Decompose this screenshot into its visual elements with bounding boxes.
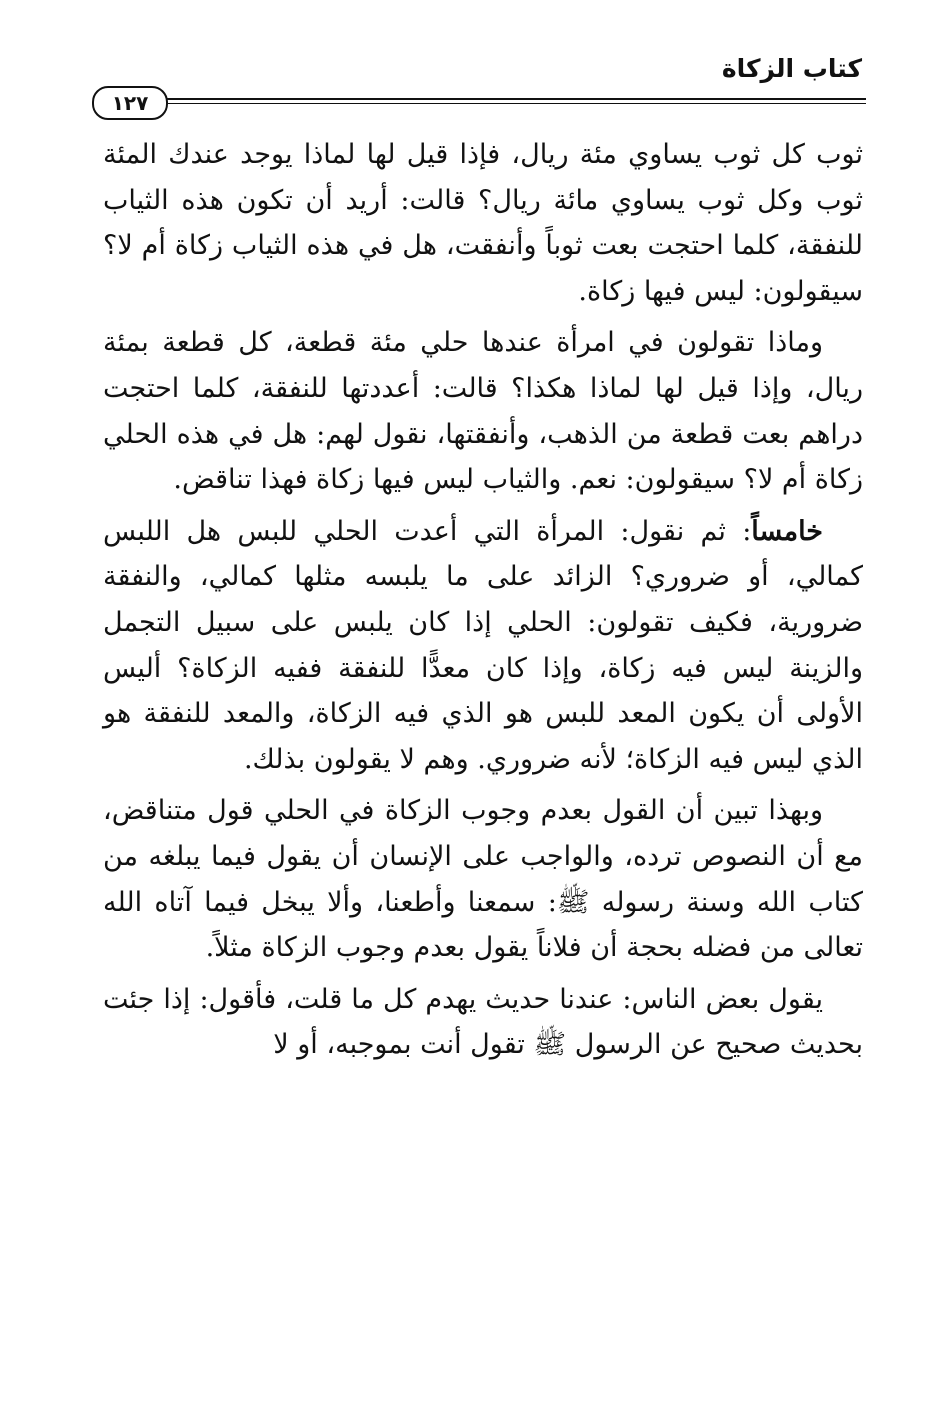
header-rule xyxy=(148,98,866,100)
paragraph-1: ثوب كل ثوب يساوي مئة ريال، فإذا قيل لها لماذا يوجد عندك المئة ثوب وكل ثوب يساوي مائة ريال؟ قالت: أريد أن تكون هذه الثياب للنفقة، كلما احتجت بعت ثوباً وأنفقت، هل في هذه الثياب زكاة أم لا؟ سيقولون: ليس فيها زكاة. xyxy=(103,139,863,307)
header-rule-thin xyxy=(148,103,866,104)
page-header xyxy=(88,40,866,120)
paragraph-5: يقول بعض الناس: عندنا حديث يهدم كل ما قلت، فأقول: إذا جئت بحديث صحيح عن الرسول ﷺ تقول أنت بموجبه، أو لا xyxy=(103,983,863,1061)
running-title: كتاب الزكاة xyxy=(721,54,862,83)
paragraph-3 xyxy=(103,509,863,783)
page-number: ١٢٧ xyxy=(92,86,168,120)
body-text xyxy=(103,132,863,1068)
paragraph-4: وبهذا تبين أن القول بعدم وجوب الزكاة في الحلي قول متناقض، مع أن النصوص ترده، والواجب على الإنسان أن يقول فيما يبلغه من كتاب الله وسنة رسوله ﷺ: سمعنا وأطعنا، وألا يبخل فيما آتاه الله تعالى من فضله بحجة أن فلاناً يقول بعدم وجوب الزكاة مثلاً. xyxy=(103,795,863,964)
paragraph-2: وماذا تقولون في امرأة عندها حلي مئة قطعة، كل قطعة بمئة ريال، وإذا قيل لها لماذا هكذا؟ قالت: أعددتها للنفقة، كلما احتجت دراهم بعت قطعة من الذهب، وأنفقتها، نقول لهم: هل في هذه الحلي زكاة أم لا؟ سيقولون: نعم. والثياب ليس فيها زكاة فهذا تناقض. xyxy=(103,327,863,496)
paragraph-3-lead: خامساً xyxy=(751,515,823,547)
paragraph-3-text: : ثم نقول: المرأة التي أعدت الحلي للبس هل اللبس كمالي، أو ضروري؟ الزائد على ما يلبسه مثلها كمالي، والنفقة ضرورية، فكيف تقولون: الحلي إذا كان يلبس على سبيل التجمل والزينة ليس فيه زكاة، وإذا كان معدًّا للنفقة ففيه الزكاة؟ أليس الأولى أن يكون المعد للبس هو الذي فيه الزكاة، والمعد للنفقة هو الذي ليس فيه الزكاة؛ لأنه ضروري. وهم لا يقولون بذلك. xyxy=(103,515,863,775)
